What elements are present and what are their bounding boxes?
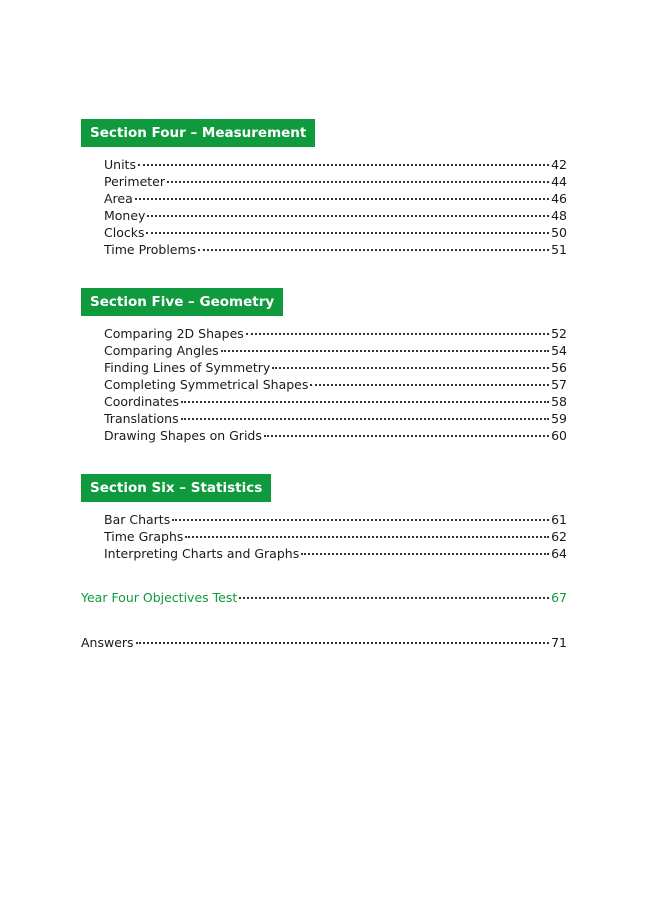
toc-entry[interactable] — [81, 634, 567, 651]
entry-page: 67 — [551, 590, 567, 605]
toc-entries — [81, 325, 567, 444]
answers-entry[interactable] — [81, 634, 567, 651]
entry-page: 57 — [551, 377, 567, 392]
toc-entry[interactable] — [104, 359, 567, 376]
entry-page: 50 — [551, 225, 567, 240]
entry-title: Finding Lines of Symmetry — [104, 360, 271, 375]
toc-entries — [81, 511, 567, 562]
section-six — [81, 474, 567, 562]
section-four — [81, 119, 567, 258]
dot-leader — [181, 400, 549, 403]
entry-page: 62 — [551, 529, 567, 544]
entry-title: Coordinates — [104, 394, 180, 409]
toc-entry[interactable] — [104, 410, 567, 427]
dot-leader — [272, 366, 549, 369]
entry-page: 46 — [551, 191, 567, 206]
dot-leader — [301, 552, 549, 555]
toc-entry[interactable] — [104, 156, 567, 173]
toc-entry[interactable] — [104, 545, 567, 562]
entry-title: Interpreting Charts and Graphs — [104, 546, 300, 561]
entry-page: 42 — [551, 157, 567, 172]
dot-leader — [239, 596, 549, 599]
entry-page: 56 — [551, 360, 567, 375]
entry-title: Time Graphs — [104, 529, 184, 544]
entry-title: Translations — [104, 411, 179, 426]
entry-title: Comparing Angles — [104, 343, 219, 358]
dot-leader — [264, 434, 549, 437]
entry-title: Answers — [81, 635, 134, 650]
toc-entry[interactable] — [104, 224, 567, 241]
toc-entry[interactable] — [104, 427, 567, 444]
dot-leader — [167, 180, 549, 183]
toc-entry[interactable] — [104, 376, 567, 393]
dot-leader — [221, 349, 549, 352]
toc-entry[interactable] — [104, 325, 567, 342]
entry-title: Area — [104, 191, 133, 206]
entry-page: 61 — [551, 512, 567, 527]
toc-entries — [81, 156, 567, 258]
entry-page: 44 — [551, 174, 567, 189]
dot-leader — [147, 214, 549, 217]
dot-leader — [246, 332, 549, 335]
dot-leader — [146, 231, 549, 234]
dot-leader — [136, 641, 550, 644]
dot-leader — [135, 197, 549, 200]
section-header: Section Six – Statistics — [81, 474, 271, 502]
toc-entry[interactable] — [81, 589, 567, 606]
dot-leader — [198, 248, 549, 251]
objectives-test-entry[interactable] — [81, 589, 567, 606]
entry-page: 60 — [551, 428, 567, 443]
entry-title: Money — [104, 208, 146, 223]
dot-leader — [172, 518, 549, 521]
entry-page: 51 — [551, 242, 567, 257]
entry-title: Time Problems — [104, 242, 197, 257]
entry-page: 71 — [551, 635, 567, 650]
entry-page: 59 — [551, 411, 567, 426]
entry-title: Units — [104, 157, 136, 172]
toc-entry[interactable] — [104, 342, 567, 359]
toc-entry[interactable] — [104, 173, 567, 190]
dot-leader — [310, 383, 549, 386]
section-header: Section Four – Measurement — [81, 119, 315, 147]
entry-page: 52 — [551, 326, 567, 341]
entry-page: 64 — [551, 546, 567, 561]
entry-title: Comparing 2D Shapes — [104, 326, 244, 341]
entry-title: Completing Symmetrical Shapes — [104, 377, 309, 392]
toc-entry[interactable] — [104, 511, 567, 528]
toc-entry[interactable] — [104, 241, 567, 258]
section-header: Section Five – Geometry — [81, 288, 283, 316]
toc-entry[interactable] — [104, 393, 567, 410]
toc-entry[interactable] — [104, 528, 567, 545]
toc-entry[interactable] — [104, 190, 567, 207]
entry-title: Year Four Objectives Test — [81, 590, 238, 605]
entry-page: 58 — [551, 394, 567, 409]
dot-leader — [138, 163, 549, 166]
entry-title: Perimeter — [104, 174, 165, 189]
entry-page: 54 — [551, 343, 567, 358]
toc-entry[interactable] — [104, 207, 567, 224]
dot-leader — [185, 535, 549, 538]
entry-title: Clocks — [104, 225, 145, 240]
entry-title: Drawing Shapes on Grids — [104, 428, 262, 443]
entry-title: Bar Charts — [104, 512, 171, 527]
entry-page: 48 — [551, 208, 567, 223]
dot-leader — [181, 417, 549, 420]
section-five — [81, 288, 567, 444]
